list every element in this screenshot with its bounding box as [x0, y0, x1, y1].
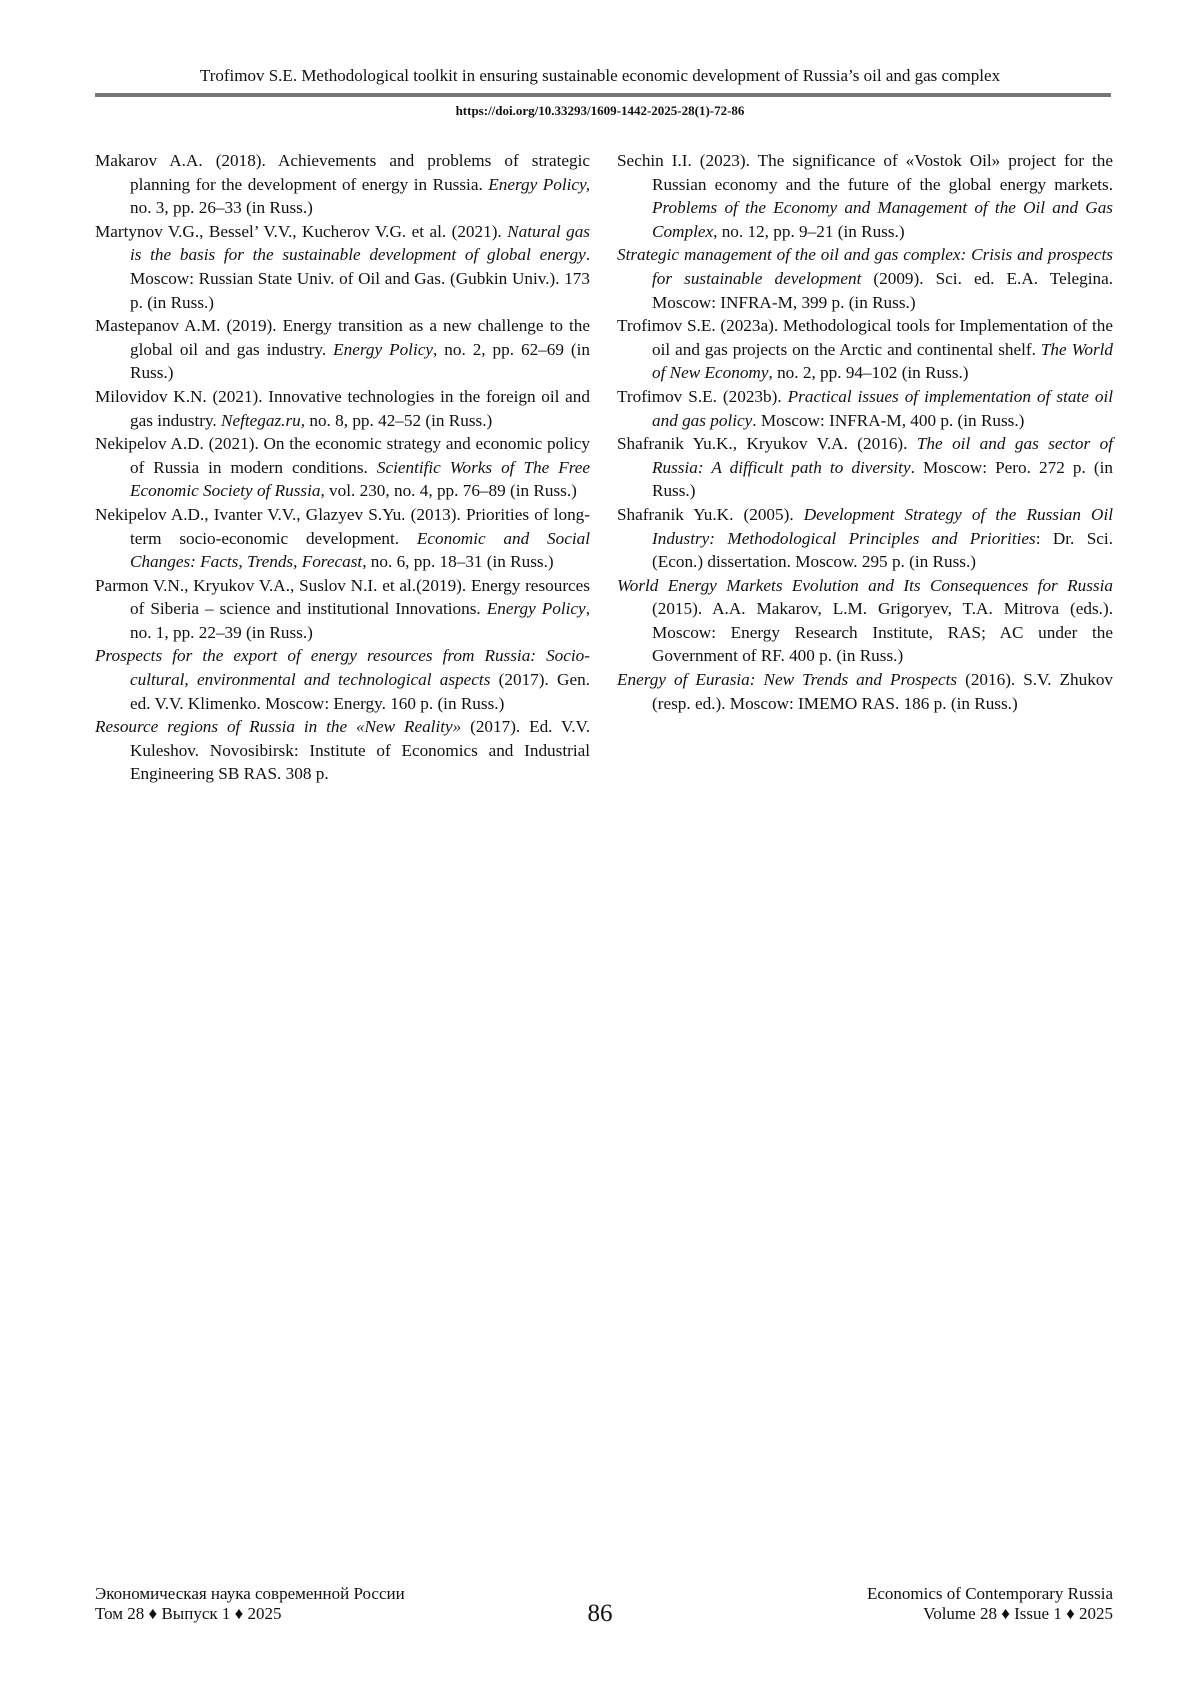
- reference-text: , no. 12, pp. 9–21 (in Russ.): [713, 222, 904, 241]
- reference-entry: [95, 644, 590, 715]
- reference-text: , no. 6, pp. 18–31 (in Russ.): [362, 552, 553, 571]
- reference-entry: [617, 243, 1113, 314]
- reference-text: Shafranik Yu.K., Kryukov V.A. (2016).: [617, 434, 917, 453]
- reference-text: (2015). A.A. Makarov, L.M. Grigoryev, T.A. Mitrova (eds.). Moscow: Energy Research Institute, RAS; AC under the Government of RF. 400 p. (in Russ.): [652, 599, 1113, 665]
- journal-title-en: Economics of Contemporary Russia: [867, 1584, 1113, 1604]
- reference-text: . Moscow: Pero. 272 p. (in Russ.): [652, 458, 1113, 501]
- reference-entry: [617, 574, 1113, 668]
- reference-title-italic: Prospects for the export of energy resources from Russia: Socio-cultural, environmental and technological aspects: [95, 646, 590, 689]
- reference-title-italic: Energy Policy: [487, 599, 586, 618]
- reference-entry: [617, 385, 1113, 432]
- page-number: 86: [0, 1600, 1200, 1628]
- reference-text: Makarov A.A. (2018). Achievements and problems of strategic planning for the development of energy in Russia.: [95, 151, 590, 194]
- reference-text: , no. 2, pp. 94–102 (in Russ.): [768, 363, 968, 382]
- doi-link[interactable]: https://doi.org/10.33293/1609-1442-2025-28(1)-72-86: [0, 103, 1200, 119]
- reference-text: . Moscow: INFRA-M, 400 p. (in Russ.): [752, 411, 1024, 430]
- issue-info-ru: Том 28 ♦ Выпуск 1 ♦ 2025: [95, 1604, 405, 1624]
- reference-text: Mastepanov A.M. (2019). Energy transition as a new challenge to the global oil and gas industry.: [95, 316, 590, 359]
- reference-text: Shafranik Yu.K. (2005).: [617, 505, 804, 524]
- reference-text: , vol. 230, no. 4, pp. 76–89 (in Russ.): [320, 481, 576, 500]
- reference-entry: [95, 503, 590, 574]
- reference-entry: [617, 432, 1113, 503]
- reference-entry: [617, 668, 1113, 715]
- reference-text: . Moscow: Russian State Univ. of Oil and Gas. (Gubkin Univ.). 173 p. (in Russ.): [130, 245, 590, 311]
- reference-entry: [95, 314, 590, 385]
- reference-entry: [95, 149, 590, 220]
- reference-text: (2017). Ed. V.V. Kuleshov. Novosibirsk: Institute of Economics and Industrial Engineering SB RAS. 308 p.: [130, 717, 590, 783]
- reference-text: Martynov V.G., Bessel’ V.V., Kucherov V.G. et al. (2021).: [95, 222, 507, 241]
- references-left-column: [95, 149, 590, 786]
- reference-title-italic: Energy Policy: [333, 340, 433, 359]
- reference-text: Trofimov S.E. (2023a). Methodological tools for Implementation of the oil and gas projects on the Arctic and continental shelf.: [617, 316, 1113, 359]
- references-right-column: [617, 149, 1113, 715]
- reference-text: Parmon V.N., Kryukov V.A., Suslov N.I. et al.(2019). Energy resources of Siberia – science and institutional Innovations.: [95, 576, 590, 619]
- reference-title-italic: Practical issues of implementation of state oil and gas policy: [652, 387, 1113, 430]
- reference-title-italic: Economic and Social Changes: Facts, Trends, Forecast: [130, 529, 590, 572]
- reference-title-italic: Problems of the Economy and Management of the Oil and Gas Complex: [652, 198, 1113, 241]
- reference-title-italic: Energy of Eurasia: New Trends and Prospects: [617, 670, 957, 689]
- reference-entry: [617, 314, 1113, 385]
- reference-text: (2017). Gen. ed. V.V. Klimenko. Moscow: Energy. 160 p. (in Russ.): [130, 670, 590, 713]
- reference-title-italic: Development Strategy of the Russian Oil Industry: Methodological Principles and Priorities: [652, 505, 1113, 548]
- reference-title-italic: Resource regions of Russia in the «New Reality»: [95, 717, 461, 736]
- footer-right: [867, 1584, 1113, 1624]
- reference-title-italic: Energy Policy,: [488, 175, 590, 194]
- header-divider: [95, 93, 1111, 97]
- reference-text: (2009). Sci. ed. E.A. Telegina. Moscow: INFRA-M, 399 p. (in Russ.): [652, 269, 1113, 312]
- reference-text: no. 8, pp. 42–52 (in Russ.): [305, 411, 492, 430]
- reference-title-italic: Scientific Works of The Free Economic Society of Russia: [130, 458, 590, 501]
- reference-text: Sechin I.I. (2023). The significance of «Vostok Oil» project for the Russian economy and the future of the global energy markets.: [617, 151, 1113, 194]
- reference-title-italic: World Energy Markets Evolution and Its Consequences for Russia: [617, 576, 1113, 595]
- reference-title-italic: Strategic management of the oil and gas complex: Crisis and prospects for sustainable development: [617, 245, 1113, 288]
- reference-title-italic: The World of New Economy: [652, 340, 1113, 383]
- reference-text: Trofimov S.E. (2023b).: [617, 387, 788, 406]
- reference-text: : Dr. Sci. (Econ.) dissertation. Moscow. 295 p. (in Russ.): [652, 529, 1113, 572]
- reference-entry: [95, 220, 590, 314]
- reference-title-italic: The oil and gas sector of Russia: A difficult path to diversity: [652, 434, 1113, 477]
- reference-text: no. 3, pp. 26–33 (in Russ.): [130, 198, 313, 217]
- journal-title-ru: Экономическая наука современной России: [95, 1584, 405, 1604]
- reference-entry: [617, 149, 1113, 243]
- reference-text: Nekipelov A.D., Ivanter V.V., Glazyev S.Yu. (2013). Priorities of long-term socio-economic development.: [95, 505, 590, 548]
- reference-entry: [95, 715, 590, 786]
- reference-text: Nekipelov A.D. (2021). On the economic strategy and economic policy of Russia in modern conditions.: [95, 434, 590, 477]
- reference-title-italic: Natural gas is the basis for the sustainable development of global energy: [130, 222, 590, 265]
- reference-entry: [617, 503, 1113, 574]
- reference-text: , no. 1, pp. 22–39 (in Russ.): [130, 599, 590, 642]
- reference-entry: [95, 432, 590, 503]
- running-header-title: Trofimov S.E. Methodological toolkit in ensuring sustainable economic development of Russia’s oil and gas complex: [0, 66, 1200, 86]
- reference-title-italic: Neftegaz.ru,: [221, 411, 305, 430]
- issue-info-en: Volume 28 ♦ Issue 1 ♦ 2025: [867, 1604, 1113, 1624]
- reference-text: Milovidov K.N. (2021). Innovative technologies in the foreign oil and gas industry.: [95, 387, 590, 430]
- reference-text: , no. 2, pp. 62–69 (in Russ.): [130, 340, 590, 383]
- reference-entry: [95, 385, 590, 432]
- reference-entry: [95, 574, 590, 645]
- reference-text: (2016). S.V. Zhukov (resp. ed.). Moscow: IMEMO RAS. 186 p. (in Russ.): [652, 670, 1113, 713]
